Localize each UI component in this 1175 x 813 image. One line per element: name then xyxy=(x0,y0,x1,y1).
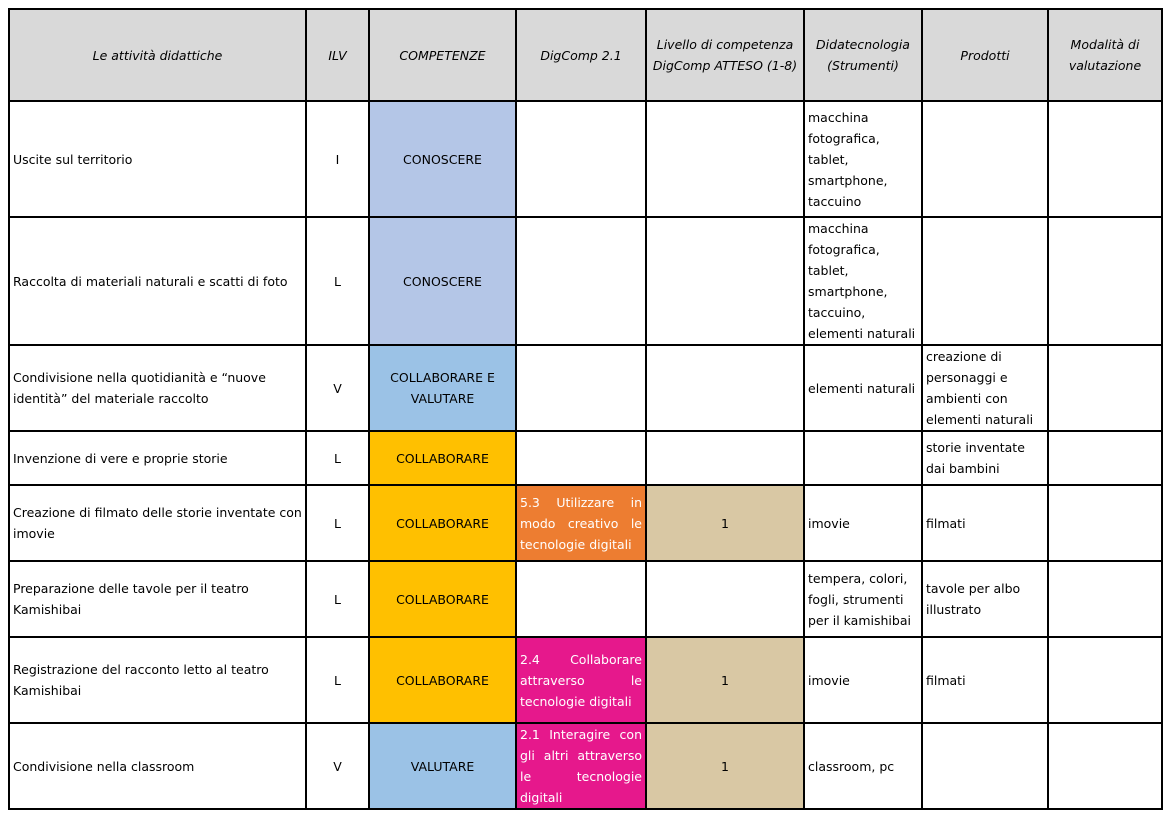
digcomp-cell: 5.3 Utilizzare in modo creativo le tecnologie digitali xyxy=(516,485,646,561)
table-row xyxy=(9,485,1162,561)
header-row xyxy=(9,9,1162,101)
level-cell xyxy=(646,345,804,431)
header-level: Livello di competenza DigComp ATTESO (1-8) xyxy=(646,9,804,101)
products-cell xyxy=(922,723,1048,809)
table-row xyxy=(9,637,1162,723)
activity-cell: Creazione di filmato delle storie inventate con imovie xyxy=(9,485,306,561)
table-row xyxy=(9,723,1162,809)
competence-cell: COLLABORARE xyxy=(369,637,516,723)
evaluation-cell xyxy=(1048,101,1162,217)
header-competences: COMPETENZE xyxy=(369,9,516,101)
level-cell xyxy=(646,431,804,485)
activity-cell: Condivisione nella quotidianità e “nuove identità” del materiale raccolto xyxy=(9,345,306,431)
ilv-cell: L xyxy=(306,431,369,485)
evaluation-cell xyxy=(1048,217,1162,345)
level-cell xyxy=(646,217,804,345)
digcomp-cell xyxy=(516,431,646,485)
digcomp-cell xyxy=(516,561,646,637)
tools-cell: imovie xyxy=(804,637,922,723)
evaluation-cell xyxy=(1048,561,1162,637)
header-evaluation: Modalità di valutazione xyxy=(1048,9,1162,101)
header-products: Prodotti xyxy=(922,9,1048,101)
header-tools: Didatecnologia (Strumenti) xyxy=(804,9,922,101)
products-cell: filmati xyxy=(922,637,1048,723)
tools-cell: imovie xyxy=(804,485,922,561)
tools-cell xyxy=(804,431,922,485)
competence-cell: COLLABORARE xyxy=(369,431,516,485)
table-row xyxy=(9,431,1162,485)
digcomp-cell xyxy=(516,101,646,217)
ilv-cell: V xyxy=(306,345,369,431)
products-cell: creazione di personaggi e ambienti con elementi naturali xyxy=(922,345,1048,431)
ilv-cell: L xyxy=(306,485,369,561)
digcomp-cell: 2.1 Interagire con gli altri attraverso le tecnologie digitali xyxy=(516,723,646,809)
activity-cell: Uscite sul territorio xyxy=(9,101,306,217)
products-cell: filmati xyxy=(922,485,1048,561)
ilv-cell: V xyxy=(306,723,369,809)
digcomp-cell: 2.4 Collaborare attraverso le tecnologie digitali xyxy=(516,637,646,723)
level-cell: 1 xyxy=(646,637,804,723)
ilv-cell: I xyxy=(306,101,369,217)
table-row xyxy=(9,345,1162,431)
level-cell xyxy=(646,561,804,637)
products-cell xyxy=(922,101,1048,217)
level-cell: 1 xyxy=(646,485,804,561)
level-cell: 1 xyxy=(646,723,804,809)
level-cell xyxy=(646,101,804,217)
competence-cell: COLLABORARE xyxy=(369,561,516,637)
header-digcomp: DigComp 2.1 xyxy=(516,9,646,101)
products-cell xyxy=(922,217,1048,345)
tools-cell: macchina fotografica, tablet, smartphone, taccuino, elementi naturali xyxy=(804,217,922,345)
tools-cell: elementi naturali xyxy=(804,345,922,431)
ilv-cell: L xyxy=(306,637,369,723)
competence-cell: CONOSCERE xyxy=(369,217,516,345)
competence-cell: VALUTARE xyxy=(369,723,516,809)
evaluation-cell xyxy=(1048,723,1162,809)
evaluation-cell xyxy=(1048,431,1162,485)
table-row xyxy=(9,101,1162,217)
header-ilv: ILV xyxy=(306,9,369,101)
evaluation-cell xyxy=(1048,345,1162,431)
header-activities: Le attività didattiche xyxy=(9,9,306,101)
digcomp-cell xyxy=(516,345,646,431)
table-row xyxy=(9,561,1162,637)
evaluation-cell xyxy=(1048,485,1162,561)
ilv-cell: L xyxy=(306,561,369,637)
activity-cell: Condivisione nella classroom xyxy=(9,723,306,809)
activity-cell: Preparazione delle tavole per il teatro Kamishibai xyxy=(9,561,306,637)
tools-cell: classroom, pc xyxy=(804,723,922,809)
activity-cell: Raccolta di materiali naturali e scatti di foto xyxy=(9,217,306,345)
ilv-cell: L xyxy=(306,217,369,345)
activities-table xyxy=(8,8,1163,810)
competence-cell: COLLABORARE xyxy=(369,485,516,561)
tools-cell: tempera, colori, fogli, strumenti per il kamishibai xyxy=(804,561,922,637)
activity-cell: Invenzione di vere e proprie storie xyxy=(9,431,306,485)
products-cell: tavole per albo illustrato xyxy=(922,561,1048,637)
digcomp-cell xyxy=(516,217,646,345)
products-cell: storie inventate dai bambini xyxy=(922,431,1048,485)
tools-cell: macchina fotografica, tablet, smartphone, taccuino xyxy=(804,101,922,217)
activity-cell: Registrazione del racconto letto al teatro Kamishibai xyxy=(9,637,306,723)
competence-cell: CONOSCERE xyxy=(369,101,516,217)
table-row xyxy=(9,217,1162,345)
competence-cell: COLLABORARE E VALUTARE xyxy=(369,345,516,431)
evaluation-cell xyxy=(1048,637,1162,723)
